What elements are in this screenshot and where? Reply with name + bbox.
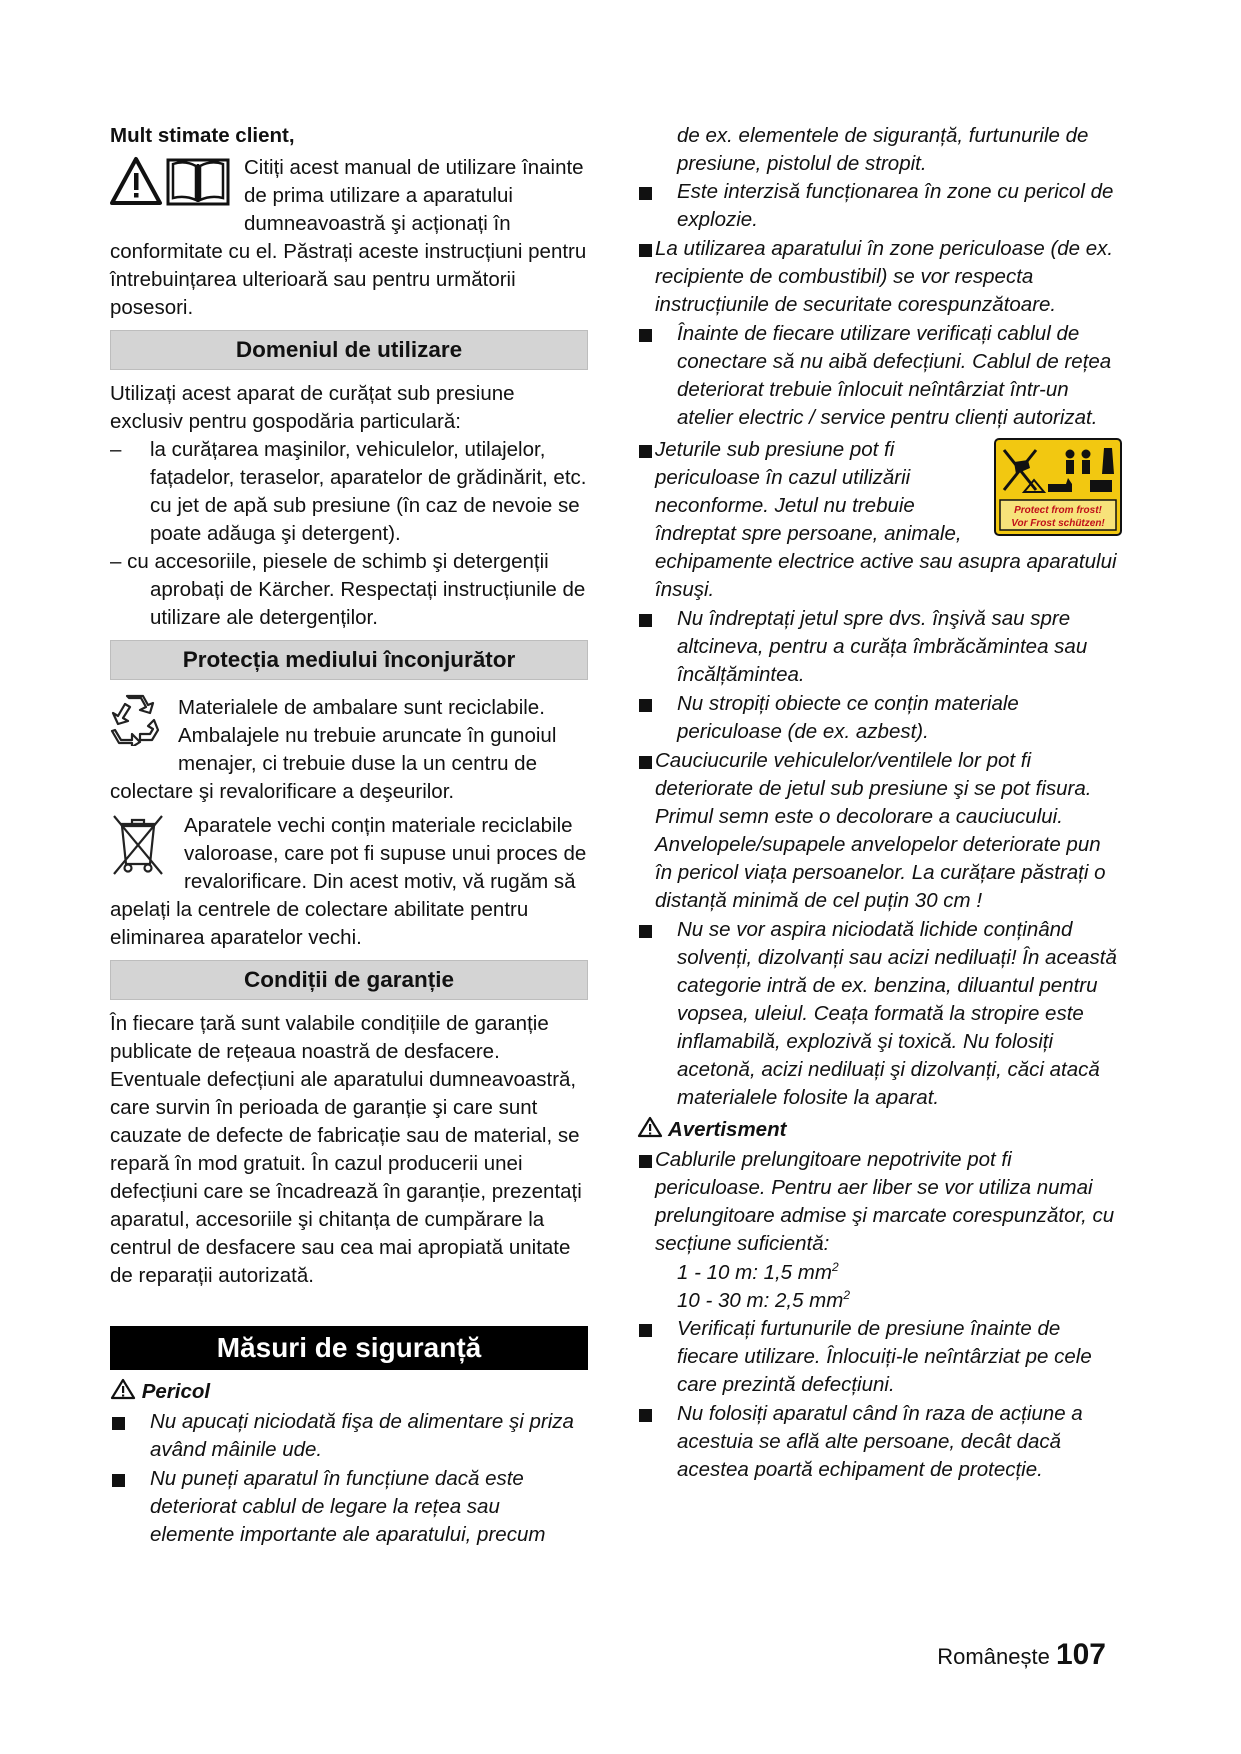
recycle-text: Materialele de ambalare sunt reciclabile. Ambalajele nu trebuie aruncate în gunoiul menajer, ci trebuie duse la un centru de colectare şi revalorificare a deşeurilor. xyxy=(110,696,557,803)
bullet-square xyxy=(639,614,652,627)
safety-item xyxy=(637,605,1122,689)
safety-item xyxy=(637,320,1122,432)
usage-item xyxy=(110,436,588,548)
bullet-square xyxy=(639,329,652,342)
section-title-warranty: Condiții de garanție xyxy=(110,960,588,1000)
warning-label: Avertisment xyxy=(667,1118,787,1141)
bullet-square xyxy=(639,756,652,769)
usage-intro: Utilizați acest aparat de curățat sub presiune exclusiv pentru gospodăria particulară: xyxy=(110,382,515,433)
cable-spec-2-text: 10 - 30 m: 2,5 mm xyxy=(677,1289,844,1312)
sticker-line-2: Vor Frost schützen! xyxy=(1011,518,1105,529)
recycle-block xyxy=(110,694,588,806)
safety-item-text: Jeturile sub presiune pot fi periculoase în cazul utilizării neconforme. Jetul nu trebuie îndreptat spre persoane, animale, echipamente electrice active sau asupra aparatului însuşi. xyxy=(655,438,1117,601)
safety-item-jet xyxy=(637,436,1122,604)
safety-item-text: Este interzisă funcționarea în zone cu pericol de explozie. xyxy=(677,180,1114,231)
frost-warning-sticker xyxy=(994,438,1122,544)
footer-language: Românește xyxy=(937,1644,1050,1669)
bullet-square xyxy=(639,445,652,458)
dash-marker: – xyxy=(110,438,122,461)
danger-item-text: Nu puneți aparatul în funcțiune dacă este deteriorat cablul de legare la rețea sau elemente importante ale aparatului, precum xyxy=(150,1467,546,1546)
danger-label: Pericol xyxy=(141,1380,211,1403)
superscript: 2 xyxy=(843,1288,851,1303)
weee-text: Aparatele vechi conțin materiale reciclabile valoroase, care pot fi supuse unui proces de revalorificare. Din acest motiv, vă rugăm să apelați la centrele de colectare abilitate pentru eliminarea aparatelor vechi. xyxy=(110,814,587,949)
section-title-safety: Măsuri de siguranță xyxy=(110,1326,588,1370)
safety-item-text: La utilizarea aparatului în zone periculoase (de ex. recipiente de combustibil) se vor respecta instrucțiunile de securitate corespunzătoare. xyxy=(655,237,1114,316)
bullet-square xyxy=(112,1474,125,1487)
warning-triangle-icon xyxy=(110,1380,142,1403)
safety-item xyxy=(637,690,1122,746)
danger-item xyxy=(110,1465,588,1549)
greeting: Mult stimate client, xyxy=(110,124,295,147)
superscript: 2 xyxy=(831,1260,839,1275)
intro-block xyxy=(110,154,588,322)
safety-item-text: Nu se vor aspira niciodată lichide conținând solvenți, dizolvanți sau acizi nediluați! În această categorie intră de ex. benzina, diluantul pentru vopsea, uleiul. Ceața formată la stropire este inflamabilă, explozivă şi toxică. Nu folosiți acetonă, acizi nediluați şi dizolvanți, căci atacă materialele folosite la aparat. xyxy=(677,918,1117,1109)
danger-item xyxy=(110,1408,588,1464)
sticker-line-1: Protect from frost! xyxy=(1014,505,1102,516)
intro-text: Citiți acest manual de utilizare înainte de prima utilizare a aparatului dumneavoastră şi acționați în conformitate cu el. Păstrați aceste instrucțiuni pentru întrebuințarea ulterioară sau pentru următorii posesori. xyxy=(110,156,587,319)
warning-book-icon xyxy=(110,156,232,216)
weee-block xyxy=(110,812,588,952)
cable-spec-1-text: 1 - 10 m: 1,5 mm xyxy=(677,1261,832,1284)
bullet-square xyxy=(112,1417,125,1430)
bullet-square xyxy=(639,244,652,257)
danger-heading xyxy=(110,1378,588,1406)
bullet-square xyxy=(639,925,652,938)
left-column xyxy=(110,122,588,1550)
section-title-environment: Protecția mediului înconjurător xyxy=(110,640,588,680)
page-footer xyxy=(937,1638,1106,1671)
cable-spec-1 xyxy=(637,1259,1122,1287)
safety-item xyxy=(637,235,1122,319)
safety-item-text: Nu folosiți aparatul când în raza de acțiune a acestuia se află alte persoane, decât dacă acestea poartă echipament de protecție. xyxy=(677,1402,1083,1481)
safety-item xyxy=(637,747,1122,915)
safety-item-text: Nu îndreptați jetul spre dvs. înşivă sau spre altcineva, pentru a curăța îmbrăcămintea sau încălțămintea. xyxy=(677,607,1088,686)
section-title-usage: Domeniul de utilizare xyxy=(110,330,588,370)
recycle-icon xyxy=(110,694,160,754)
crossed-bin-icon xyxy=(110,812,166,884)
bullet-square xyxy=(639,1324,652,1337)
warranty-text: În fiecare țară sunt valabile condițiile de garanție publicate de rețeaua noastră de desfacere. Eventuale defecțiuni ale aparatului dumneavoastră, care survin în perioada de garanție şi care sunt cauzate de defecte de fabricație sau de material, se repară în mod gratuit. În cazul producerii unei defecțiuni care se încadrează în garanție, prezentați aparatul, accesoriile şi chitanța de cumpărare la centrul de desfacere sau cea mai apropiată unitate de reparații autorizată. xyxy=(110,1012,582,1287)
safety-item-text: Înainte de fiecare utilizare verificați cablul de conectare să nu aibă defecțiuni. Cablul de rețea deteriorat trebuie înlocuit neîntârziat într-un atelier electric / service pentru clienți autorizat. xyxy=(677,322,1112,429)
safety-item-text: Cablurile prelungitoare nepotrivite pot fi periculoase. Pentru aer liber se vor utiliza numai prelungitoare admise şi marcate corespunzător, cu secțiune suficientă: xyxy=(655,1148,1115,1255)
safety-item xyxy=(637,178,1122,234)
safety-item xyxy=(637,1146,1122,1258)
safety-item xyxy=(637,1315,1122,1399)
page-number: 107 xyxy=(1055,1638,1106,1671)
usage-item-text: la curățarea maşinilor, vehiculelor, utilajelor, fațadelor, teraselor, aparatelor de grădinărit, etc. cu jet de apă sub presiune (în caz de nevoie se poate adăuga şi detergent). xyxy=(150,438,587,545)
safety-item-text: Cauciucurile vehiculelor/ventilele lor pot fi deteriorate de jetul sub presiune şi se pot fisura. Primul semn este o decolorare a cauciucului. Anvelopele/supapele anvelopelor deteriorate pun în pericol viața persoanelor. La curățare păstrați o distanță minimă de cel puțin 30 cm ! xyxy=(655,749,1106,912)
right-column xyxy=(637,122,1122,1485)
bullet-square xyxy=(639,187,652,200)
warning-triangle-icon xyxy=(637,1118,668,1141)
bullet-square xyxy=(639,1155,652,1168)
safety-item-text: Verificați furtunurile de presiune înainte de fiecare utilizare. Înlocuiți-le neîntârziat pe cele care prezintă defecțiuni. xyxy=(677,1317,1092,1396)
usage-item-2: – cu accesoriile, piesele de schimb şi detergenții aprobați de Kärcher. Respectați instrucțiunile de utilizare ale detergenților. xyxy=(110,550,586,629)
danger-item-text: Nu apucați niciodată fişa de alimentare şi priza având mâinile ude. xyxy=(150,1410,574,1461)
bullet-square xyxy=(639,1409,652,1422)
cable-spec-2 xyxy=(637,1287,1122,1315)
continued-text: de ex. elementele de siguranță, furtunurile de presiune, pistolul de stropit. xyxy=(677,124,1089,175)
warning-heading xyxy=(637,1116,1122,1144)
safety-item-text: Nu stropiți obiecte ce conțin materiale periculoase (de ex. azbest). xyxy=(677,692,1019,743)
safety-item xyxy=(637,916,1122,1112)
bullet-square xyxy=(639,699,652,712)
safety-item xyxy=(637,1400,1122,1484)
